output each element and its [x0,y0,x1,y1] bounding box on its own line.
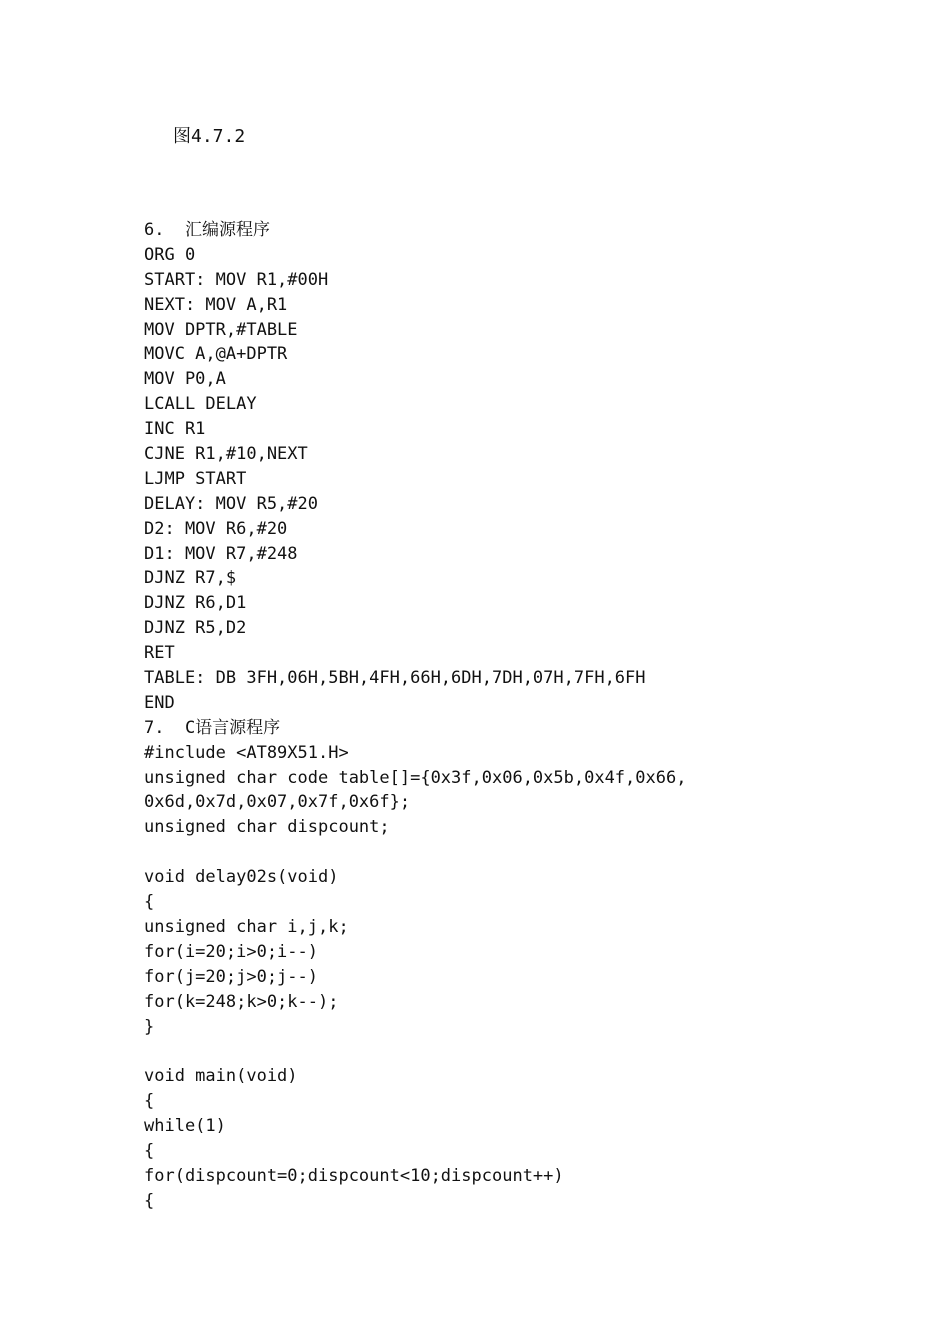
code-line: #include <AT89X51.H> [144,742,349,763]
code-line: { [144,1091,155,1112]
code-line: LCALL DELAY [144,394,257,415]
section-heading-assembly: 6. 汇编源程序 [144,220,270,240]
blank-line [144,840,904,865]
code-line: D2: MOV R6,#20 [144,518,288,539]
code-line: DELAY: MOV R5,#20 [144,493,318,514]
code-line: { [144,1190,155,1211]
code-line: void delay02s(void) [144,867,339,888]
code-line: unsigned char dispcount; [144,817,390,838]
code-line: MOV P0,A [144,369,226,390]
code-line: TABLE: DB 3FH,06H,5BH,4FH,66H,6DH,7DH,07H,7FH,6FH [144,668,646,689]
code-line: RET [144,643,175,664]
code-line: NEXT: MOV A,R1 [144,294,288,315]
code-listing [144,218,904,1214]
code-line: DJNZ R7,$ [144,568,237,589]
code-line: while(1) [144,1116,226,1137]
code-line: INC R1 [144,419,206,440]
code-line: DJNZ R5,D2 [144,618,247,639]
blank-line [144,1039,904,1064]
code-line: LJMP START [144,468,247,489]
code-line: void main(void) [144,1066,298,1087]
code-line: for(dispcount=0;dispcount<10;dispcount++) [144,1165,564,1186]
figure-caption: 图4.7.2 [173,126,246,147]
code-line: unsigned char code table[]={0x3f,0x06,0x5b,0x4f,0x66, [144,767,687,788]
code-line: CJNE R1,#10,NEXT [144,444,308,465]
code-line: MOV DPTR,#TABLE [144,319,298,340]
code-line: for(j=20;j>0;j--) [144,966,318,987]
code-line: unsigned char i,j,k; [144,916,349,937]
code-line: for(k=248;k>0;k--); [144,991,339,1012]
code-line: } [144,1016,155,1037]
section-heading-c-language: 7. C语言源程序 [144,717,281,738]
code-line: DJNZ R6,D1 [144,593,247,614]
code-line: { [144,892,155,913]
code-line: MOVC A,@A+DPTR [144,344,288,365]
code-line: START: MOV R1,#00H [144,269,329,290]
code-line: { [144,1140,155,1161]
code-line: END [144,692,175,713]
code-line: ORG 0 [144,244,196,265]
code-line: 0x6d,0x7d,0x07,0x7f,0x6f}; [144,792,411,813]
code-line: for(i=20;i>0;i--) [144,941,318,962]
code-line: D1: MOV R7,#248 [144,543,298,564]
